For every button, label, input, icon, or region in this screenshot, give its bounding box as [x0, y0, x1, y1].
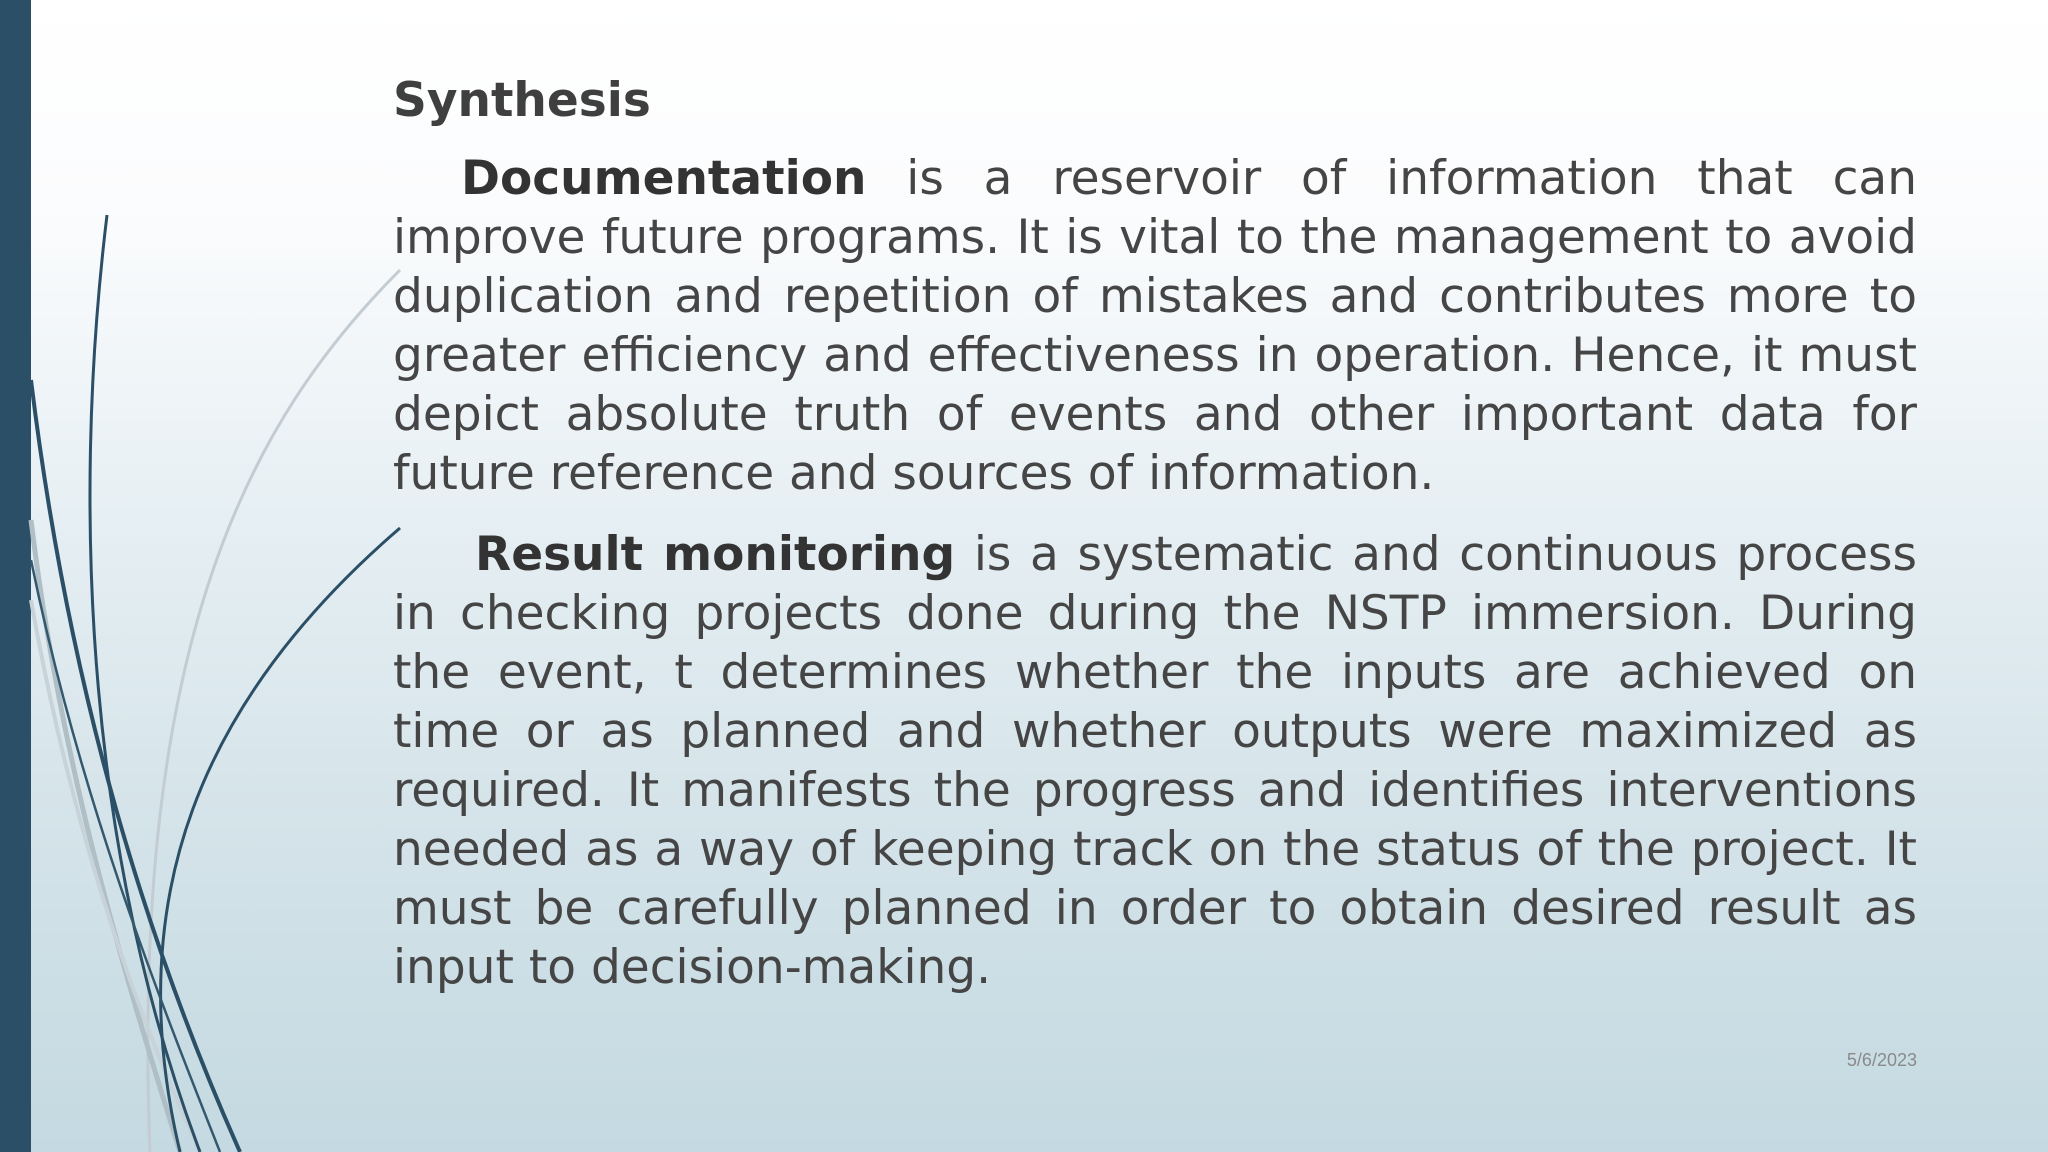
decorative-swoosh-lines [0, 0, 420, 1152]
slide-title: Synthesis [393, 73, 651, 128]
swoosh-dark-4 [31, 560, 220, 1152]
result-monitoring-paragraph [393, 525, 1917, 997]
slide-date: 5/6/2023 [1846, 1050, 1917, 1070]
slide-content [393, 70, 1917, 1019]
documentation-term: Documentation [461, 151, 867, 207]
result-monitoring-term: Result monitoring [475, 527, 956, 583]
documentation-paragraph [393, 149, 1917, 503]
result-monitoring-text: is a systematic and continuous process in checking projects done during the NSTP immersion. During the event, t determines whether the inputs are achieved on time or as planned and whether outputs were maximized as required. It manifests the progress and identifies interventions needed as a way of keeping track on the status of the project. It must be carefully planned in order to obtain desired result as input to decision-making. [393, 527, 1917, 996]
swoosh-dark-2 [31, 380, 240, 1152]
documentation-text: is a reservoir of information that can improve future programs. It is vital to the management to avoid duplication and repetition of mistakes and contributes more to greater efficiency and effectiveness in operation. Hence, it must depict absolute truth of events and other important data for future reference and sources of information. [393, 151, 1917, 502]
